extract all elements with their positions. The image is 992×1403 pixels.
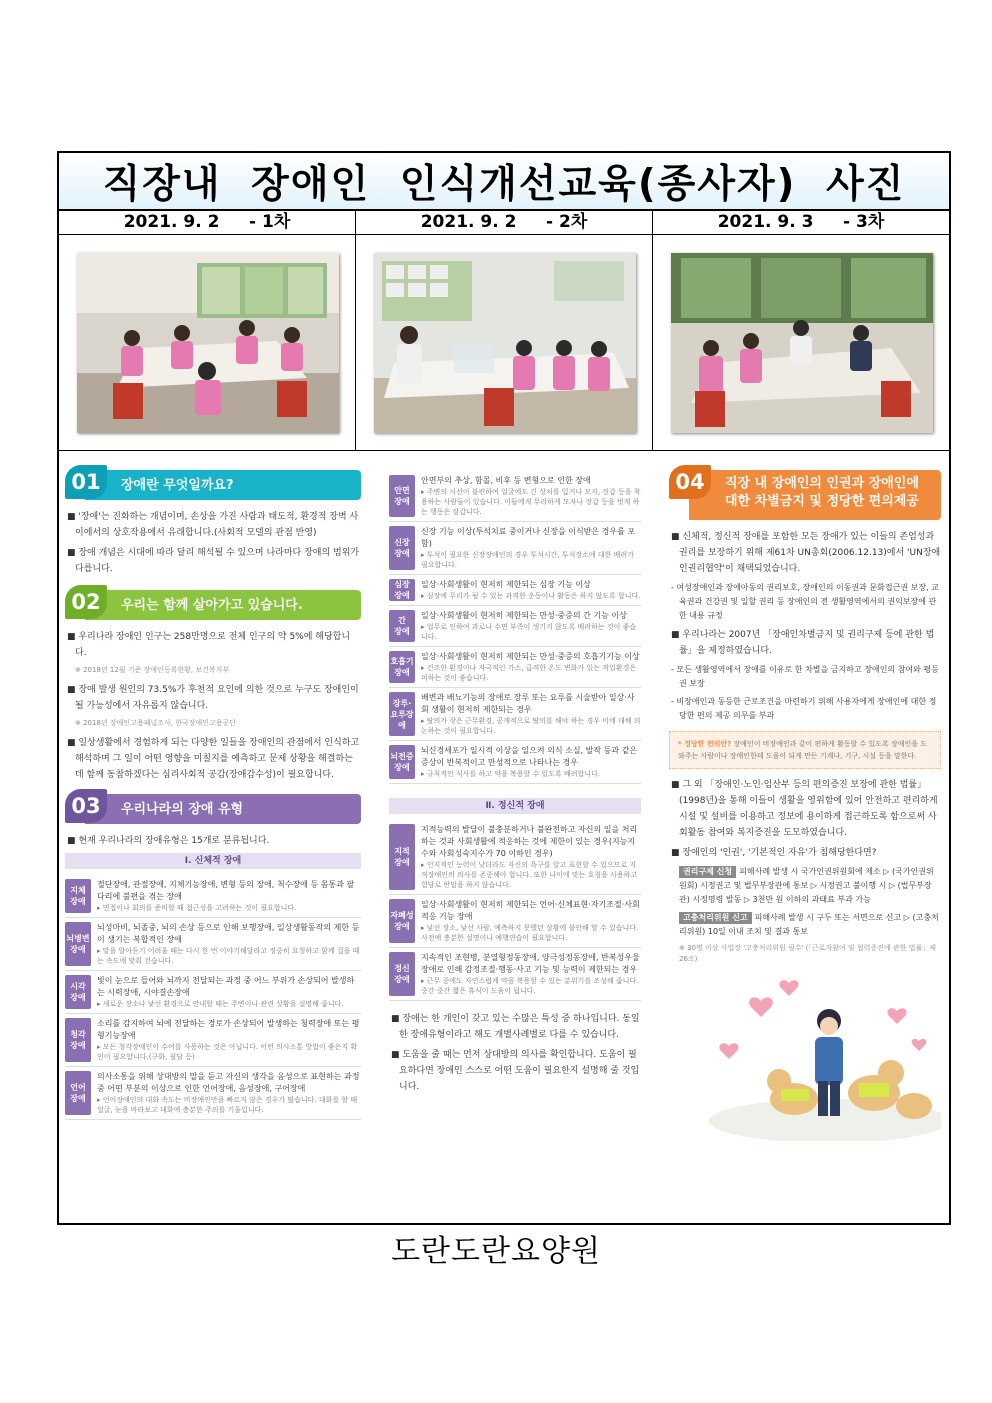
document-frame <box>57 151 951 1225</box>
type-tip: ▸ 투석이 필요한 신장장애인의 경우 투석시간, 투석장소에 대한 배려가 필요합니다. <box>421 551 634 569</box>
type-desc <box>421 610 641 642</box>
poster-column-3 <box>669 465 941 1141</box>
type-label: 자폐성 장애 <box>389 899 415 943</box>
type-desc <box>421 824 641 890</box>
disability-type-row <box>389 606 641 647</box>
type-tip: ▸ 낯선 장소, 낯선 사람, 예측하지 못했던 상황에 불안해 할 수 있습니다. 사전에 충분한 설명이나 예행연습이 필요합니다. <box>421 924 639 942</box>
type-text: 뇌신경세포가 일시적 이상을 일으켜 의식 소실, 발작 등과 같은 증상이 반복적이고 만성적으로 나타나는 경우 <box>421 746 638 767</box>
disability-type-row <box>65 875 361 918</box>
type-label: 장루· 요루장애 <box>389 692 415 736</box>
type-label: 언어 장애 <box>65 1071 91 1115</box>
note-text: 장애인이 비장애인과 같이 편하게 활동할 수 있도록 장애인을 도와주는 사람이나 장애인한테 도움이 되게 만든 기계나, 기구, 시설 등을 말한다. <box>678 740 928 760</box>
paragraph: ■ 그 외 「장애인·노인·임산부 등의 편의증진 보장에 관한 법률」(1998년)을 통해 이들이 생활을 영위함에 있어 안전하고 편리하게 시설 및 설비를 이용하고 정보에 용이하게 접근하도록 함으로써 사회활동 참여와 복지증진을 도모하였습니다. <box>671 780 938 838</box>
disability-type-row <box>65 1067 361 1120</box>
facility-name: 도란도란요양원 <box>391 1234 601 1269</box>
source-note: ※ 2018년 장애인고용패널조사, 한국장애인고용공단 <box>75 719 237 727</box>
section-title: 직장 내 장애인의 인권과 장애인에 대한 차별금지 및 정당한 편의제공 <box>725 476 919 509</box>
section-number: 01 <box>65 465 107 499</box>
type-label: 뇌전증 장애 <box>389 745 415 779</box>
physical-disability-heading: Ⅰ. 신체적 장애 <box>65 853 361 869</box>
type-desc <box>421 952 641 996</box>
section-number: 04 <box>669 465 711 499</box>
type-desc <box>421 526 641 570</box>
remedy-text: 피해사례 발생 시 국가인권위원회에 제소 ▷ (국가인권위원회) 시정권고 및 법무부장관에 통보 ▷ 시정권고 불이행 시 ▷ (법무부장관) 시정명령 발동 ▷ 3천만 원 이하의 과태료 부과 가능 <box>679 867 934 904</box>
remedy-item <box>669 911 941 939</box>
disability-type-row <box>389 688 641 741</box>
session-date-row <box>59 211 949 235</box>
paragraph: ■ 우리나라 장애인 인구는 258만명으로 전체 인구의 약 5%에 해당합니다. <box>67 632 351 658</box>
type-desc <box>97 879 361 913</box>
guide-dog-illustration <box>669 971 941 1141</box>
type-tip: ▸ 업무로 인하여 과로나 수면 부족이 생기지 않도록 배려하는 것이 좋습니다. <box>421 623 637 641</box>
paragraph: ■ 신체적, 정신적 장애를 포함한 모든 장애가 있는 이들의 존엄성과 권리를 보장하기 위해 제61차 UN총회(2006.12.13)에서 'UN장애인권리협약'이 채택되었습니다. <box>671 532 941 574</box>
session-date-2: 2021. 9. 2 - 2차 <box>356 211 653 234</box>
type-desc <box>421 745 641 779</box>
type-tip: ▸ 언어장애인의 대화 속도는 비장애인만큼 빠르지 않은 경우가 많습니다. 대화를 할 때 얼굴, 눈을 바라보고 대화에 충분한 주의를 기울입니다. <box>97 1096 358 1114</box>
remedy-text: 피해사례 발생 시 구두 또는 서면으로 신고 ▷ (고충처리위원) 10일 이내 조치 및 결과 통보 <box>679 913 939 936</box>
disability-type-row <box>65 918 361 971</box>
type-tip: ▸ 새로운 장소나 낯선 환경으로 안내할 때는 주변이나 관련 상황을 설명해 줍니다. <box>97 1000 344 1008</box>
disability-type-row <box>389 820 641 895</box>
paragraph: - 비장애인과 동등한 근로조건을 마련하기 위해 사용자에게 장애인에 대한 정당한 편의 제공 의무를 부과 <box>671 697 937 720</box>
type-desc <box>97 1071 361 1115</box>
paragraph: - 모든 생활영역에서 장애를 이유로 한 차별을 금지하고 장애인의 참여와 평등권 보장 <box>671 665 939 688</box>
session-photo-3 <box>671 253 933 433</box>
session-date-1: 2021. 9. 2 - 1차 <box>59 211 356 234</box>
paragraph: ■ '장애'는 진화하는 개념이며, 손상을 가진 사람과 태도적, 환경적 장벽 사이에서의 상호작용에서 유래합니다.(사회적 모델의 관점 반영) <box>67 512 359 538</box>
type-label: 안면 장애 <box>389 475 415 517</box>
poster-column-2 <box>389 471 641 1099</box>
disability-type-row <box>65 1014 361 1067</box>
type-text: 신장 기능 이상(투석치료 중이거나 신장을 이식받은 경우를 포함) <box>421 527 636 548</box>
type-tip: ▸ 말을 알아듣기 어려울 때는 다시 한 번 이야기해달라고 정중히 요청하고 함께 걸을 때는 속도에 맞춰 걷습니다. <box>97 947 360 965</box>
photo-cell-3 <box>653 235 949 450</box>
type-text: 의사소통을 위해 상대방의 말을 듣고 자신의 생각을 음성으로 표현하는 과정 중 어떤 부분의 이상으로 인한 언어장애, 음성장애, 구어장애 <box>97 1072 360 1093</box>
disability-type-row <box>389 741 641 784</box>
type-desc <box>421 475 641 517</box>
section-02-header <box>65 585 361 621</box>
type-label: 지적 장애 <box>389 824 415 890</box>
type-text: 지적능력의 발달이 불충분하거나 불완전하고 자신의 일을 처리하는 것과 사회생활에 적응하는 것에 제한이 있는 경우(지능지수와 사회성숙지수가 70 이하인 경우) <box>421 825 638 858</box>
section-title: 우리는 함께 살아가고 있습니다. <box>121 598 303 613</box>
poster-column-1 <box>65 465 361 1120</box>
section-03-header <box>65 789 361 825</box>
type-tip: ▸ 건조한 환경이나 자극적인 가스, 급격한 온도 변화가 있는 작업환경은 피하는 것이 좋습니다. <box>421 664 637 682</box>
type-label: 간 장애 <box>389 610 415 642</box>
paragraph: ■ 현재 우리나라의 장애유형은 15개로 분류됩니다. <box>67 836 270 846</box>
paragraph: ■ 장애 개념은 시대에 따라 달리 해석될 수 있으며 나라마다 장애의 범위가 다릅니다. <box>67 548 360 574</box>
paragraph: ■ 도움을 줄 때는 먼저 상대방의 의사를 확인합니다. 도움이 필요하다면 장애인 스스로 어떤 도움이 필요한지 설명해 줄 것입니다. <box>391 1050 640 1092</box>
session-photo-1 <box>77 253 339 433</box>
disability-type-row <box>389 471 641 522</box>
note-key: * 정당한 편의란? <box>678 740 732 748</box>
photo-row <box>59 235 949 451</box>
paragraph: ■ 장애인의 '인권', '기본적인 자유'가 침해당한다면? <box>671 848 877 858</box>
type-desc <box>421 692 641 736</box>
type-desc <box>97 975 361 1009</box>
paragraph: ■ 장애는 한 개인이 갖고 있는 수많은 특성 중 하나입니다. 동일한 장애유형이라고 해도 개별사례별로 다를 수 있습니다. <box>391 1014 640 1040</box>
type-label: 정신 장애 <box>389 952 415 996</box>
type-text: 소리를 감지하여 뇌에 전달하는 경로가 손상되어 발생하는 청력장애 또는 평형기능장애 <box>97 1019 360 1040</box>
remedy-tag: 권리구제 신청 <box>679 866 736 878</box>
paragraph: ■ 장애 발생 원인의 73.5%가 후천적 요인에 의한 것으로 누구도 장애인이 될 가능성에서 자유롭지 않습니다. <box>67 685 359 711</box>
type-text: 배변과 배뇨기능의 장애로 장루 또는 요루를 시술받아 일상·사회 생활이 현저히 제한되는 경우 <box>421 693 635 714</box>
mental-disability-heading: Ⅱ. 정신적 장애 <box>389 798 641 814</box>
section-04-header <box>669 465 941 521</box>
type-tip: ▸ 인지적인 능력이 낮더라도 자신의 욕구를 알고 표현할 수 있으므로 지적장애인의 의사를 존중해야 합니다. 또한 나이에 맞는 호칭을 사용하고 험담로 반말을 하지 않습니다. <box>421 861 638 889</box>
type-text: 절단장애, 관절장애, 지체기능장애, 변형 등의 장애, 척수장애 등 몸통과 팔다리에 불편을 겪는 장애 <box>97 880 355 901</box>
session-photo-2 <box>374 253 636 433</box>
type-tip: ▸ 규칙적인 식사를 하고 약을 복용할 수 있도록 배려합니다. <box>421 770 601 778</box>
source-note: ※ 30명 이상 사업장 '고충처리위원 필수' (「근로자참여 및 협력증진에 관한 법률」제26조) <box>679 944 936 963</box>
photo-cell-1 <box>59 235 356 450</box>
type-text: 안면부의 추상, 함몰, 비후 등 변형으로 인한 장애 <box>421 476 591 485</box>
awareness-poster <box>59 451 949 1223</box>
type-text: 지속적인 조현병, 분열형정동장애, 양극성정동장애, 반복성우울장애로 인해 감정조절·행동·사고 기능 및 능력이 제한되는 경우 <box>421 953 640 974</box>
type-label: 심장 장애 <box>389 579 415 601</box>
type-desc <box>421 651 641 683</box>
type-desc <box>97 1018 361 1062</box>
paragraph: - 여성장애인과 장애아동의 권리보호, 장애인의 이동권과 문화접근권 보장, 교육권과 건강권 및 일할 권리 등 장애인의 전 생활영역에서의 권익보장에 관한 내용 규정 <box>671 583 939 620</box>
type-tip: ▸ 주변의 시선이 불편하여 얼굴에도 긴 상처를 입거나 모자, 장갑 등을 착용하는 사람들이 있습니다. 이들에게 무리하게 모자나 장갑 등을 벗게 하는 행동은 삼갑니다. <box>421 488 641 516</box>
type-tip: ▸ 탈의가 잦은 근무환경, 공개적으로 탈의를 해야 하는 경우 이에 대해 의논하는 것이 필요합니다. <box>421 717 641 735</box>
section-title: 장애란 무엇일까요? <box>121 478 234 493</box>
type-tip: ▸ 근무 중에도 자연스럽게 약을 복용할 수 있는 분위기를 조성해 줍니다. 중간 중간 짧은 휴식이 도움이 됩니다. <box>421 977 639 995</box>
photo-cell-2 <box>356 235 653 450</box>
type-label: 시각 장애 <box>65 975 91 1009</box>
type-text: 일상·사회생활이 현저히 제한되는 만성·중증의 간 기능 이상 <box>421 611 627 620</box>
type-label: 뇌병변 장애 <box>65 922 91 966</box>
section-number: 03 <box>65 789 107 823</box>
disability-type-row <box>65 971 361 1014</box>
type-text: 일상·사회생활이 현저히 제한되는 언어·신체표현·자기조절·사회적응 기능 장애 <box>421 900 640 921</box>
disability-type-row <box>389 522 641 575</box>
type-desc <box>421 899 641 943</box>
paragraph: ■ 우리나라는 2007년 「장애인차별금지 및 권리구제 등에 관한 법률」을 제정하였습니다. <box>671 630 935 656</box>
type-label: 청각 장애 <box>65 1018 91 1062</box>
type-tip: ▸ 모든 청각장애인이 수어를 사용하는 것은 아닙니다. 어떤 의사소통 방법이 좋은지 확인이 필요합니다.(구화, 필담 등) <box>97 1043 358 1061</box>
type-text: 빛이 눈으로 들어와 뇌까지 전달되는 과정 중 어느 부위가 손상되어 발생하는 시력장애, 시야결손장애 <box>97 976 355 997</box>
disability-type-row <box>389 575 641 606</box>
paragraph: ■ 일상생활에서 경험하게 되는 다양한 일들을 장애인의 관점에서 인식하고 해석하며 그 일이 어떤 영향을 미칠지를 예측하고 문제 상황을 해결하는데 함께 동참하겠다는 심리사회적 공감(장애감수성)이 필요합니다. <box>67 738 360 780</box>
type-desc <box>421 579 641 601</box>
type-label: 지체 장애 <box>65 879 91 913</box>
source-note: ※ 2018년 12월 기준 장애인등록현황, 보건복지부 <box>75 666 230 674</box>
section-title: 우리나라의 장애 유형 <box>121 802 244 817</box>
section-01-header <box>65 465 361 501</box>
remedy-item <box>669 865 941 907</box>
remedy-tag: 고충처리위원 신고 <box>679 912 752 924</box>
disability-type-row <box>389 948 641 1001</box>
type-text: 일상·사회생활이 현저히 제한되는 심장 기능 이상 <box>421 580 591 589</box>
reasonable-accommodation-note <box>669 731 941 769</box>
type-label: 호흡기 장애 <box>389 651 415 683</box>
type-desc <box>97 922 361 966</box>
type-text: 일상·사회생활이 현저히 제한되는 만성·중증의 호흡기기능 이상 <box>421 652 640 661</box>
type-tip: ▸ 심장에 무리가 될 수 있는 과격한 운동이나 활동은 하지 않도록 합니다. <box>421 592 641 600</box>
section-number: 02 <box>65 585 107 619</box>
disability-type-row <box>389 895 641 948</box>
type-label: 신장 장애 <box>389 526 415 570</box>
session-date-3: 2021. 9. 3 - 3차 <box>717 212 885 232</box>
type-tip: ▸ 면접이나 회의를 준비할 때 접근성을 고려하는 것이 필요합니다. <box>97 904 297 912</box>
page-title: 직장내 장애인 인식개선교육(종사자) 사진 <box>59 153 949 211</box>
disability-type-row <box>389 647 641 688</box>
type-text: 뇌성마비, 뇌졸중, 뇌의 손상 등으로 인해 보행장애, 일상생활동작의 제한 등이 생기는 복합적인 장애 <box>97 923 360 944</box>
